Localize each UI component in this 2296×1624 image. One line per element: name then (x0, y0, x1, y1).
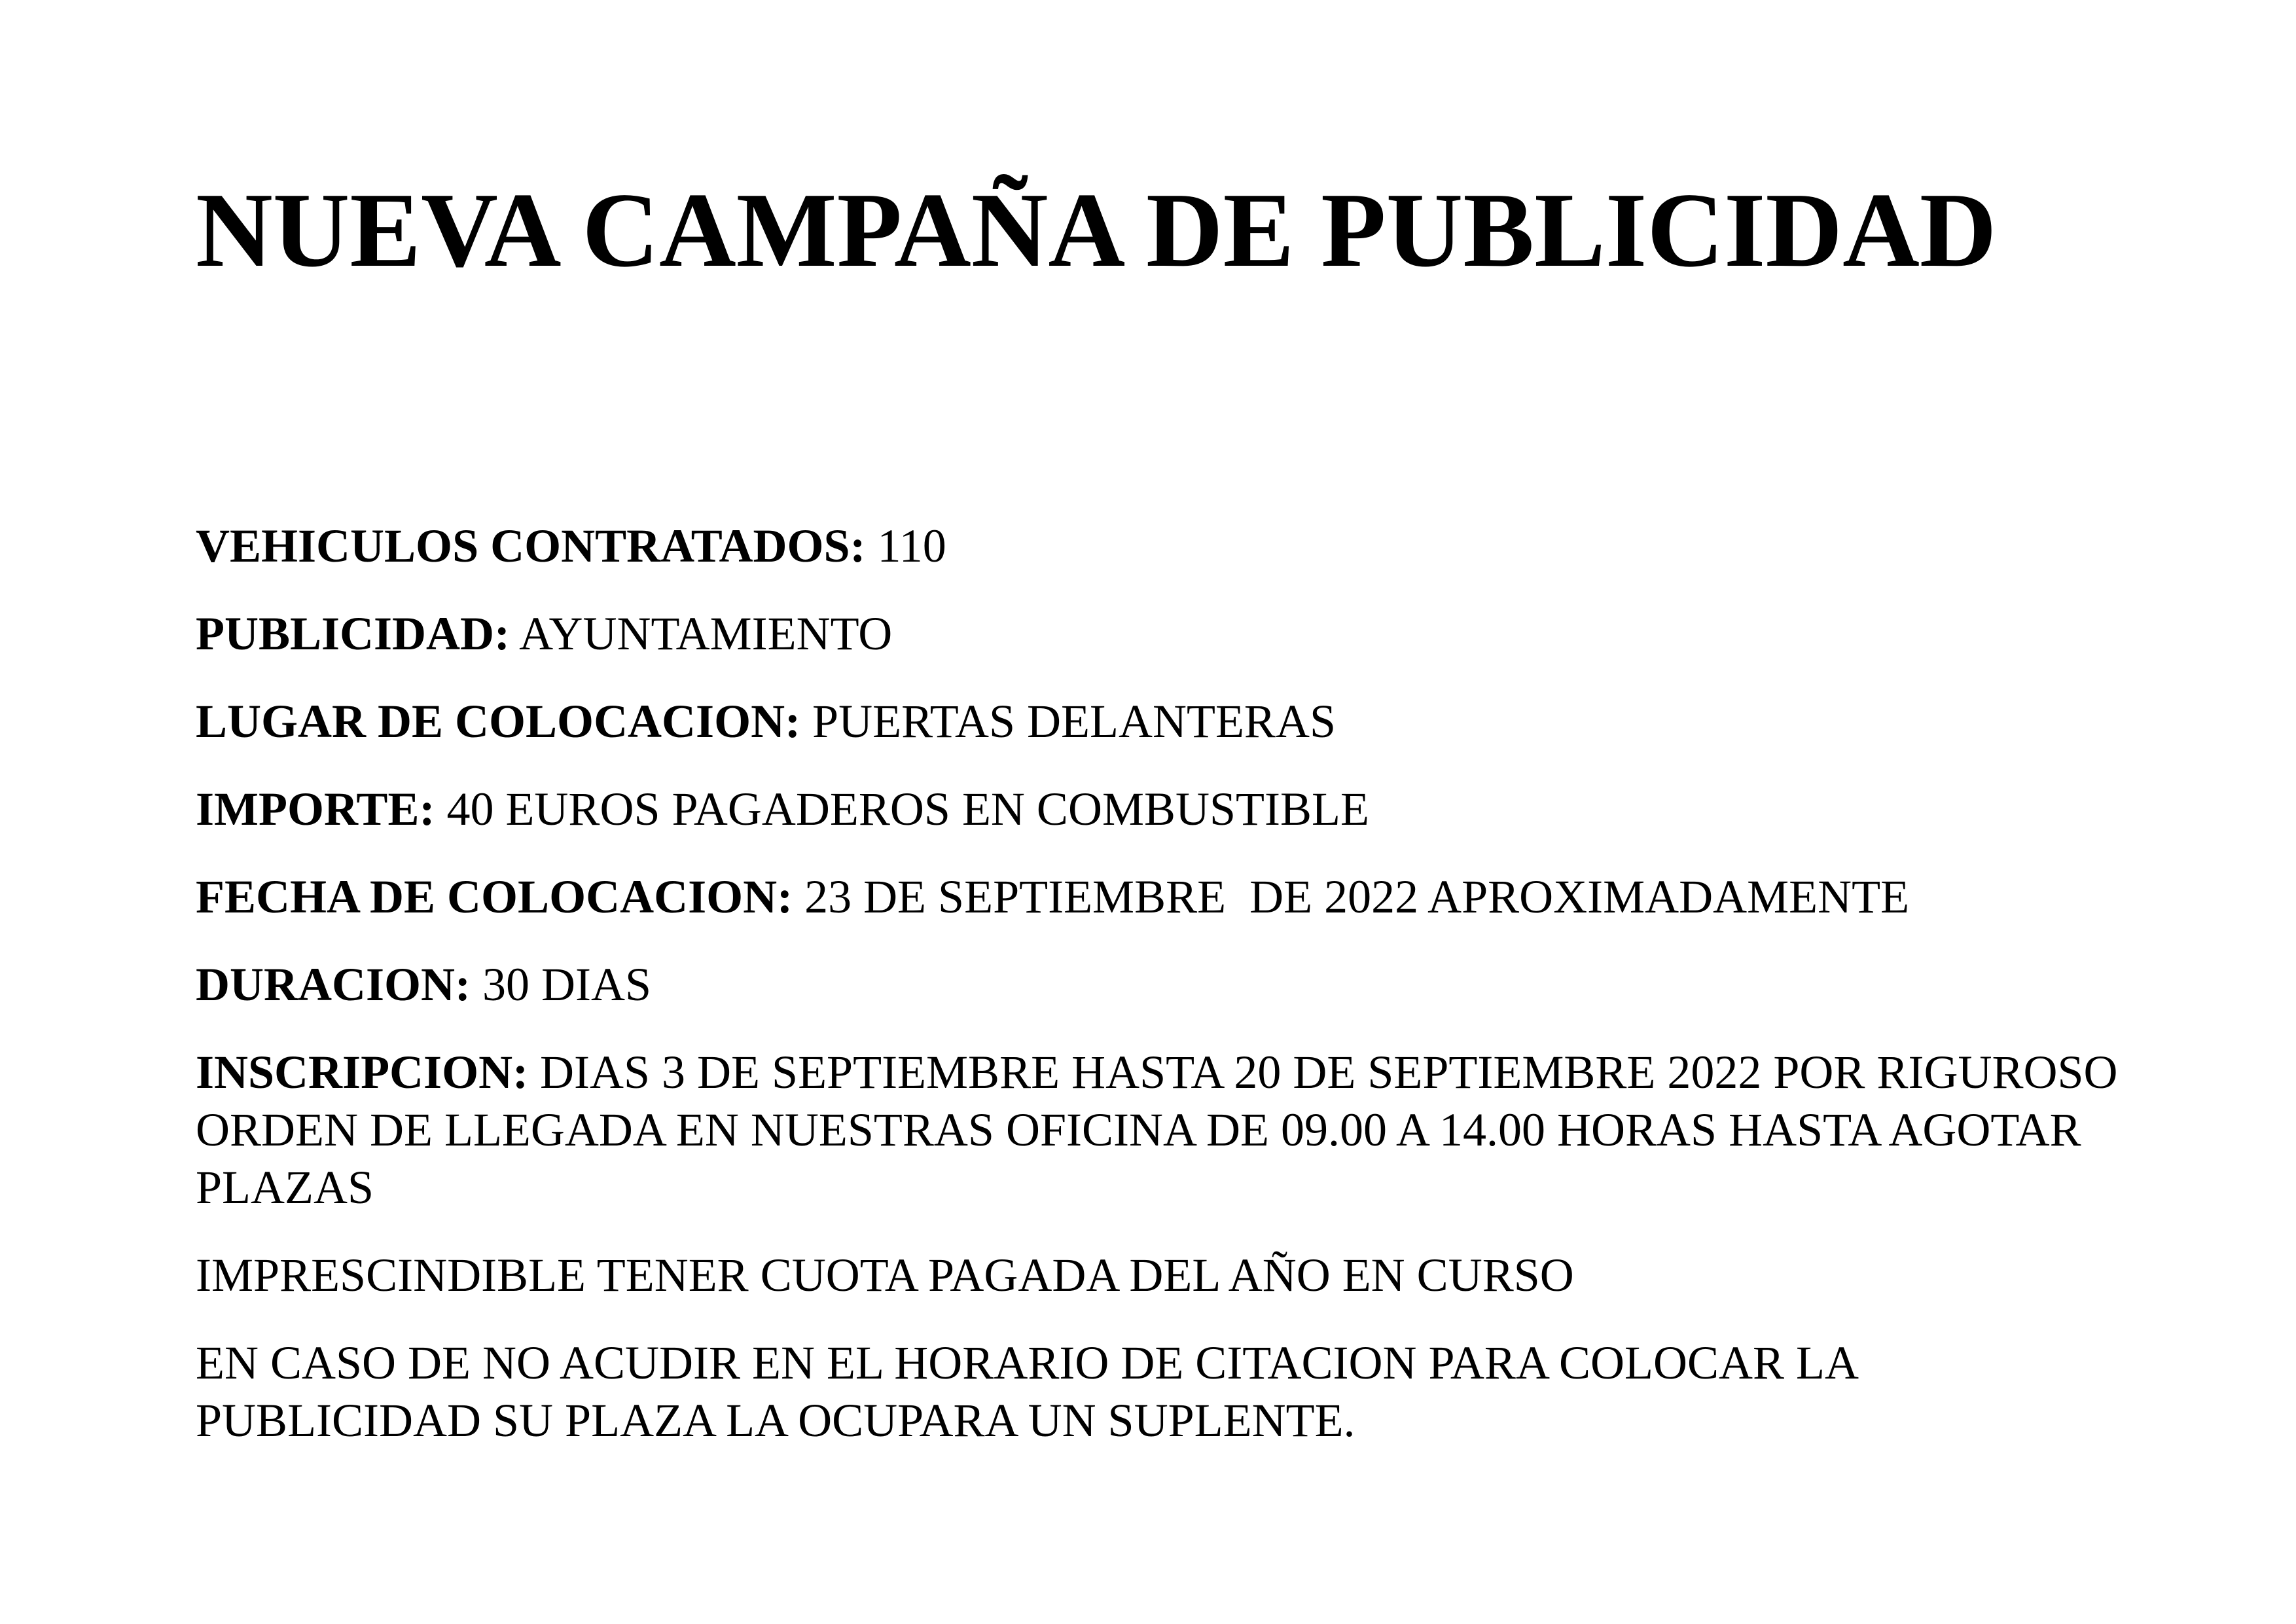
field-vehiculos (196, 517, 2126, 575)
field-value: 110 (877, 520, 946, 572)
field-lugar (196, 693, 2126, 750)
note-suplente: EN CASO DE NO ACUDIR EN EL HORARIO DE CITACION PARA COLOCAR LA PUBLICIDAD SU PLAZA LA OCUPARA UN SUPLENTE. (196, 1337, 1857, 1447)
field-inscripcion (196, 1043, 2126, 1216)
field-value: 40 EUROS PAGADEROS EN COMBUSTIBLE (446, 783, 1369, 835)
field-label: PUBLICIDAD: (196, 607, 511, 660)
field-value: PUERTAS DELANTERAS (812, 695, 1336, 748)
field-label: VEHICULOS CONTRATADOS: (196, 520, 866, 572)
campaign-details (196, 517, 2126, 1479)
field-label: INSCRIPCION: (196, 1046, 529, 1098)
page-title: NUEVA CAMPAÑA DE PUBLICIDAD (196, 171, 1997, 289)
field-label: DURACION: (196, 958, 471, 1011)
field-publicidad (196, 605, 2126, 662)
field-value: AYUNTAMIENTO (519, 607, 893, 660)
field-label: IMPORTE: (196, 783, 435, 835)
note-cuota: IMPRESCINDIBLE TENER CUOTA PAGADA DEL AÑO EN CURSO (196, 1249, 1574, 1301)
field-fecha (196, 868, 2126, 926)
field-value: 30 DIAS (482, 958, 651, 1011)
field-duracion (196, 956, 2126, 1013)
field-label: FECHA DE COLOCACION: (196, 871, 793, 923)
field-value: 23 DE SEPTIEMBRE DE 2022 APROXIMADAMENTE (804, 871, 1910, 923)
field-value: DIAS 3 DE SEPTIEMBRE HASTA 20 DE SEPTIEMBRE 2022 POR RIGUROSO ORDEN DE LLEGADA EN NUESTRAS OFICINA DE 09.00 A 14.00 HORAS HASTA AGOTAR PLAZAS (196, 1046, 2118, 1214)
field-importe (196, 780, 2126, 838)
field-label: LUGAR DE COLOCACION: (196, 695, 801, 748)
